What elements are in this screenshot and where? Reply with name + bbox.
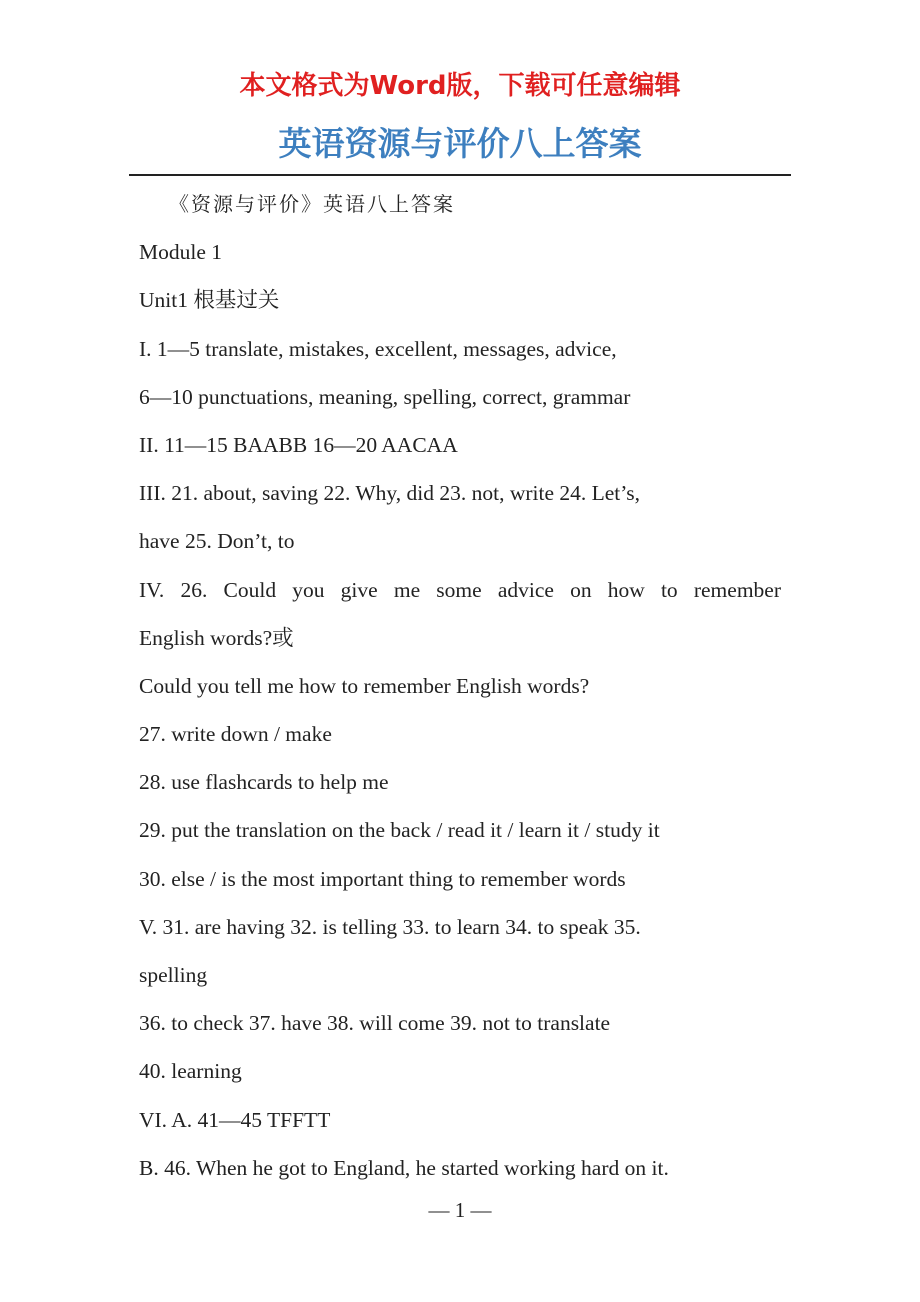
text-line: IV. 26. Could you give me some advice on how to remember xyxy=(139,577,781,602)
text-line: 30. else / is the most important thing to remember words xyxy=(139,866,626,891)
text-line: Could you tell me how to remember English words? xyxy=(139,673,590,698)
title-divider xyxy=(129,174,791,176)
text-line: II. 11—15 BAABB 16—20 AACAA xyxy=(139,432,458,457)
text-line: VI. A. 41—45 TFFTT xyxy=(139,1107,331,1132)
text-line: English words?或 xyxy=(139,625,294,650)
format-notice: 本文格式为Word版，下载可任意编辑 xyxy=(239,71,681,101)
text-line: 29. put the translation on the back / read it / learn it / study it xyxy=(139,818,660,843)
text-line: 28. use flashcards to help me xyxy=(139,770,389,795)
text-line: have 25. Don’t, to xyxy=(139,529,295,554)
text-line: V. 31. are having 32. is telling 33. to learn 34. to speak 35. xyxy=(139,914,641,939)
text-line: 40. learning xyxy=(139,1059,242,1084)
unit-heading: Unit1 根基过关 xyxy=(139,288,280,313)
text-line: 36. to check 37. have 38. will come 39. not to translate xyxy=(139,1011,611,1036)
text-line: B. 46. When he got to England, he started working hard on it. xyxy=(139,1155,669,1180)
text-line: I. 1—5 translate, mistakes, excellent, messages, advice, xyxy=(139,336,617,361)
text-line: spelling xyxy=(139,963,208,987)
page-number: — 1 — xyxy=(428,1198,492,1222)
book-heading: 《资源与评价》英语八上答案 xyxy=(169,192,455,216)
text-line: III. 21. about, saving 22. Why, did 23. not, write 24. Let’s, xyxy=(139,481,640,506)
text-line: 6—10 punctuations, meaning, spelling, correct, grammar xyxy=(139,384,631,409)
text-line: 27. write down / make xyxy=(139,722,332,747)
answer-text xyxy=(139,180,781,1192)
module-heading: Module 1 xyxy=(139,240,223,265)
document-title: 英语资源与评价八上答案 xyxy=(278,124,642,163)
